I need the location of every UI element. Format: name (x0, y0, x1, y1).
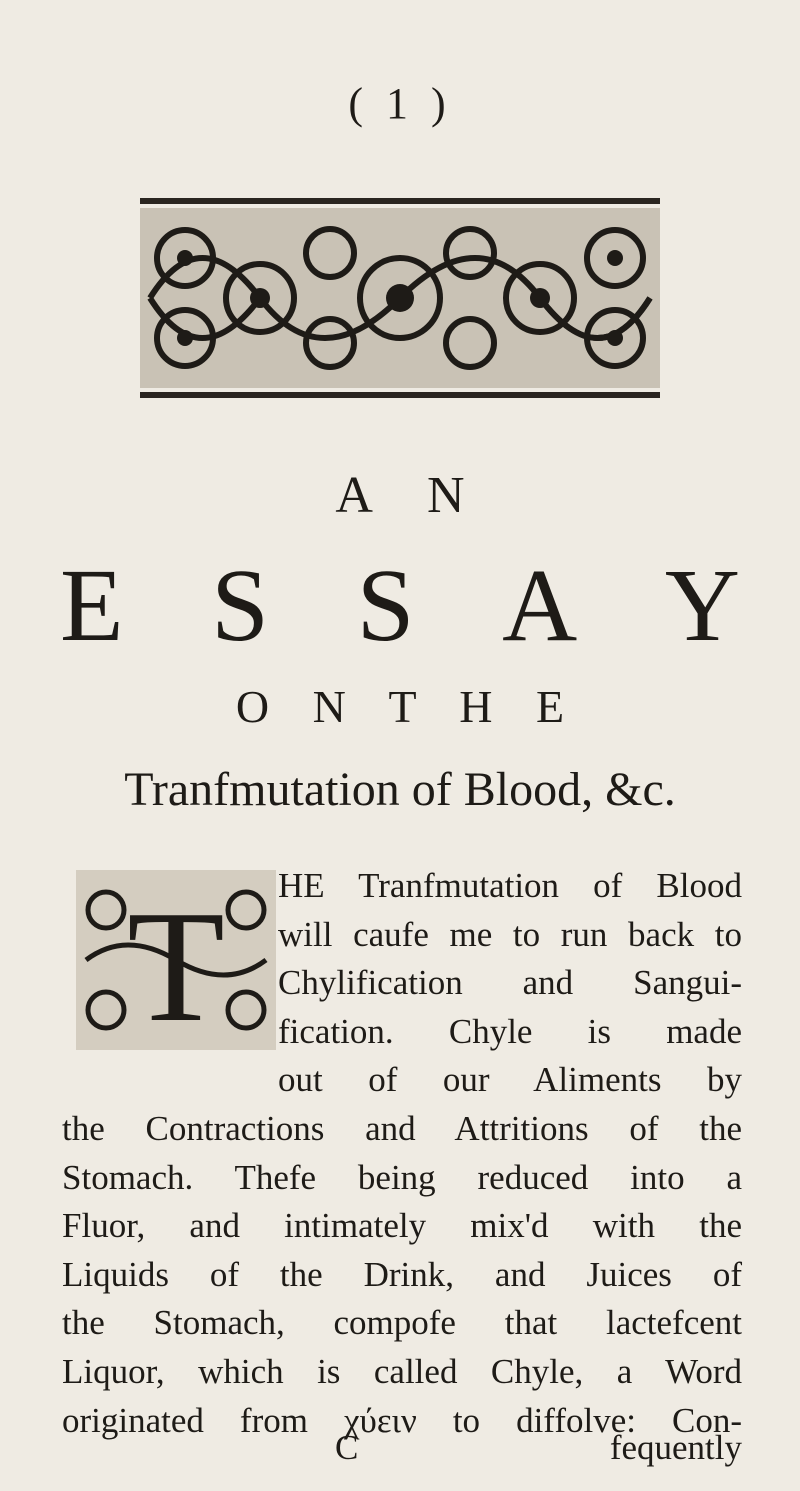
title-letter: Y (664, 548, 740, 663)
text-line: Liquor, which is called Chyle, a Word (62, 1351, 742, 1391)
body-text (62, 862, 742, 1445)
title-letter: A (502, 548, 578, 663)
title-letter: S (211, 548, 270, 663)
text-line: will caufe me to run back to (278, 914, 742, 954)
title-line-on-the: O N T H E (235, 681, 581, 732)
text-line: Liquids of the Drink, and Juices of (62, 1254, 742, 1294)
text-line: the Stomach, compofe that lactefcent (62, 1303, 742, 1343)
text-line: Chylification and Sangui- (278, 963, 742, 1003)
title-essay (60, 548, 740, 663)
text-line: the Contractions and Attritions of the (62, 1108, 742, 1148)
ornamental-headpiece (140, 198, 660, 398)
catchword: fequently (609, 1428, 742, 1467)
text-line: fication. Chyle is made (278, 1011, 742, 1051)
text-line: Stomach. Thefe being reduced into a (62, 1157, 742, 1197)
title-line-an: A N (335, 467, 487, 524)
drop-cap-letter: T (127, 877, 225, 1050)
signature-mark: C (335, 1428, 359, 1467)
text-line: HE Tranfmutation of Blood (278, 866, 742, 905)
title-subtitle: Tranfmutation of Blood, &c. (124, 763, 676, 816)
text-line: out of our Aliments by (278, 1060, 742, 1100)
title-letter: S (356, 548, 415, 663)
title-letter: E (60, 548, 124, 663)
text-line: originated from χύειν to diffolve: Con- (62, 1400, 742, 1440)
page-number: ( 1 ) (348, 79, 452, 128)
text-line: Fluor, and intimately mix'd with the (62, 1206, 742, 1246)
